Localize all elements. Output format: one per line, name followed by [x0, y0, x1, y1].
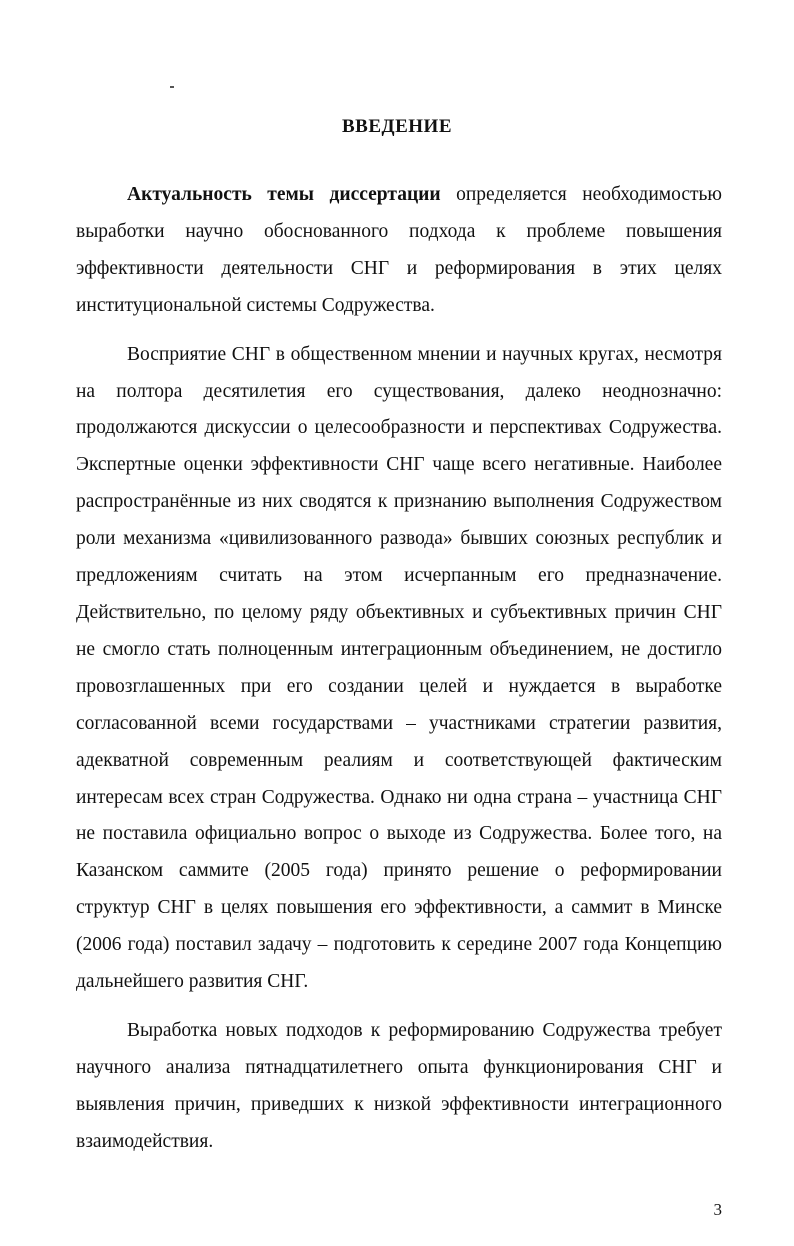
paragraph-text: Восприятие СНГ в общественном мнении и научных кругах, несмотря на полтора десятилетия его существования, далеко неоднозначно: продолжаются дискуссии о целесообразности и перспективах Содружества. Экспертные оценки эффективности СНГ чаще всего негативные. Наиболее распространённые из них сводятся к признанию выполнения Содружеством роли механизма «цивилизованного развода» бывших союзных республик и предложениям считать на этом исчерпанным его предназначение. Действительно, по целому ряду объективных и субъективных причин СНГ не смогло стать полноценным интеграционным объединением, не достигло провозглашенных при его создании целей и нуждается в выработке согласованной всеми государствами – участниками стратегии развития, адекватной современным реалиям и соответствующей фактическим интересам всех стран Содружества. Однако ни одна страна – участница СНГ не поставила официально вопрос о выходе из Содружества. Более того, на Казанском саммите (2005 года) принято решение о реформировании структур СНГ в целях повышения его эффективности, а саммит в Минске (2006 года) поставил задачу – подготовить к середине 2007 года Концепцию дальнейшего развития СНГ. — [76, 343, 722, 993]
page-number: 3 — [713, 1200, 722, 1219]
paragraph-text: Выработка новых подходов к реформированию Содружества требует научного анализа пятнадцатилетнего опыта функционирования СНГ и выявления причин, приведших к низкой эффективности интеграционного взаимодействия. — [76, 1019, 722, 1152]
paragraph-text: определяется необходимостью выработки научно обоснованного подхода к проблеме повышения эффективности деятельности СНГ и реформирования в этих целях институциональной системы Содружества. — [76, 184, 722, 316]
paragraph-new-approaches — [76, 1013, 722, 1161]
paragraph-relevance — [76, 177, 722, 325]
paragraph-perception — [76, 337, 722, 1001]
paragraph-lead: Актуальность темы диссертации — [127, 184, 441, 205]
scan-speck — [170, 86, 174, 88]
section-title: ВВЕДЕНИЕ — [342, 116, 452, 137]
body-text — [76, 177, 722, 1161]
